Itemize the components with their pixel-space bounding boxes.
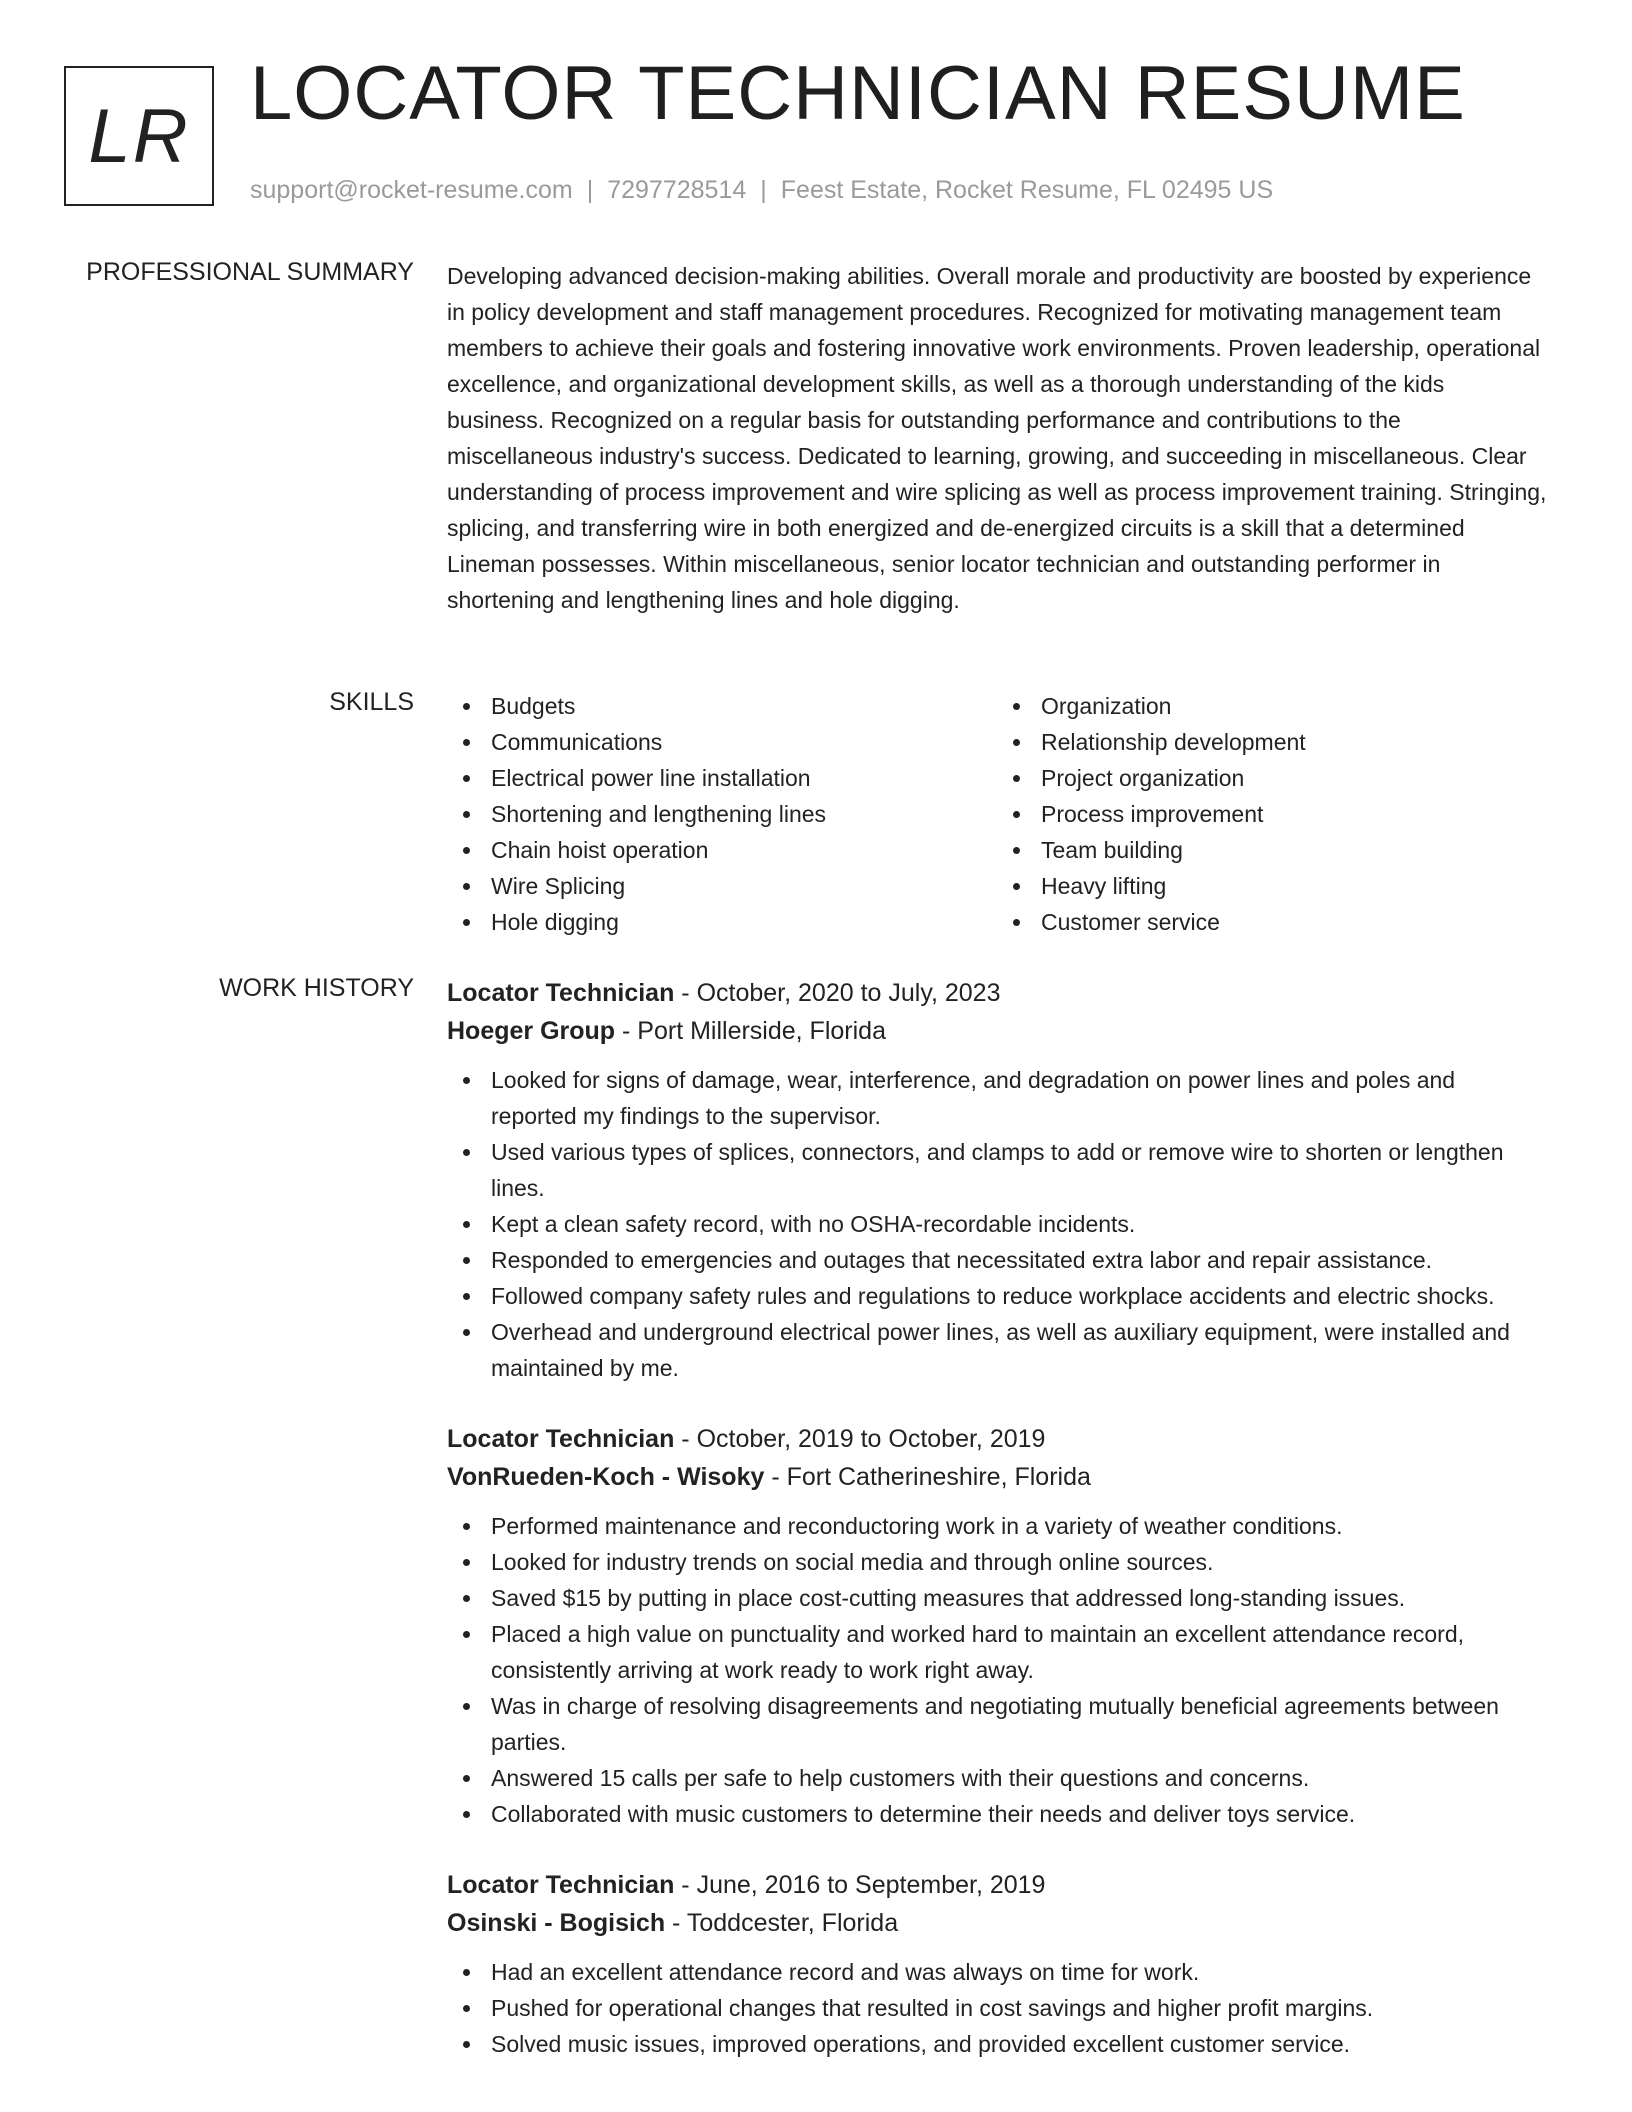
job-company-line: [447, 1458, 1547, 1496]
job-dates: - June, 2016 to September, 2019: [674, 1871, 1046, 1899]
job-dates: - October, 2019 to October, 2019: [674, 1425, 1046, 1453]
job-bullet: Looked for signs of damage, wear, interference, and degradation on power lines and poles and reported my findings to the supervisor.: [447, 1062, 1547, 1134]
job-bullet: Used various types of splices, connectors, and clamps to add or remove wire to shorten or lengthen lines.: [447, 1134, 1547, 1206]
job-bullet: Placed a high value on punctuality and worked hard to maintain an excellent attendance record, consistently arriving at work ready to work right away.: [447, 1616, 1547, 1688]
section-label-skills: SKILLS: [329, 688, 414, 716]
job-bullet: Kept a clean safety record, with no OSHA-recordable incidents.: [447, 1206, 1547, 1242]
job-bullet: Pushed for operational changes that resulted in cost savings and higher profit margins.: [447, 1990, 1547, 2026]
page-title: LOCATOR TECHNICIAN RESUME: [250, 51, 1466, 136]
skill-item: Team building: [997, 832, 1547, 868]
skill-item: Wire Splicing: [447, 868, 997, 904]
contact-line: [250, 176, 1273, 205]
skill-item: Budgets: [447, 688, 997, 724]
section-label-work-history: WORK HISTORY: [219, 974, 414, 1002]
job-company-line: [447, 1012, 1547, 1050]
skill-item: Heavy lifting: [997, 868, 1547, 904]
contact-phone[interactable]: 7297728514: [607, 176, 747, 204]
job-dates: - October, 2020 to July, 2023: [674, 979, 1001, 1007]
job-entry: [447, 1420, 1547, 1832]
job-bullets: [447, 1508, 1547, 1832]
job-bullet: Saved $15 by putting in place cost-cutting measures that addressed long-standing issues.: [447, 1580, 1547, 1616]
job-bullet: Had an excellent attendance record and was always on time for work.: [447, 1954, 1547, 1990]
contact-separator: |: [586, 176, 594, 204]
contact-separator: |: [760, 176, 767, 204]
skill-item: Relationship development: [997, 724, 1547, 760]
job-title-line: [447, 1420, 1547, 1458]
job-bullet: Looked for industry trends on social media and through online sources.: [447, 1544, 1547, 1580]
skill-item: Shortening and lengthening lines: [447, 796, 997, 832]
job-bullet: Was in charge of resolving disagreements and negotiating mutually beneficial agreements between parties.: [447, 1688, 1547, 1760]
job-company: VonRueden-Koch - Wisoky: [447, 1463, 765, 1491]
job-bullet: Solved music issues, improved operations, and provided excellent customer service.: [447, 2026, 1547, 2062]
skill-item: Hole digging: [447, 904, 997, 940]
job-bullet: Performed maintenance and reconductoring work in a variety of weather conditions.: [447, 1508, 1547, 1544]
job-company-line: [447, 1904, 1547, 1942]
job-company: Hoeger Group: [447, 1017, 616, 1045]
job-title: Locator Technician: [447, 979, 675, 1007]
skill-item: Electrical power line installation: [447, 760, 997, 796]
contact-email[interactable]: support@rocket-resume.com: [250, 176, 573, 204]
skills-columns: [447, 688, 1547, 940]
job-bullet: Followed company safety rules and regulations to reduce workplace accidents and electric shocks.: [447, 1278, 1547, 1314]
contact-address: Feest Estate, Rocket Resume, FL 02495 US: [780, 176, 1274, 204]
section-label-summary: PROFESSIONAL SUMMARY: [86, 258, 414, 286]
monogram-logo: LR: [64, 66, 214, 206]
job-location: - Port Millerside, Florida: [615, 1017, 886, 1045]
job-title-line: [447, 1866, 1547, 1904]
job-location: - Fort Catherineshire, Florida: [764, 1463, 1091, 1491]
job-bullet: Overhead and underground electrical power lines, as well as auxiliary equipment, were installed and maintained by me.: [447, 1314, 1547, 1386]
job-location: - Toddcester, Florida: [665, 1909, 899, 1937]
skill-item: Project organization: [997, 760, 1547, 796]
skill-item: Chain hoist operation: [447, 832, 997, 868]
job-entry: [447, 1866, 1547, 2062]
job-bullet: Answered 15 calls per safe to help customers with their questions and concerns.: [447, 1760, 1547, 1796]
job-entry: [447, 974, 1547, 1386]
job-bullets: [447, 1954, 1547, 2062]
skills-list-left: [447, 688, 997, 940]
job-bullet: Collaborated with music customers to determine their needs and deliver toys service.: [447, 1796, 1547, 1832]
job-bullet: Responded to emergencies and outages that necessitated extra labor and repair assistance.: [447, 1242, 1547, 1278]
job-title: Locator Technician: [447, 1425, 675, 1453]
summary-text: Developing advanced decision-making abilities. Overall morale and productivity are boosted by experience in policy development and staff management procedures. Recognized for motivating management team members to achieve their goals and fostering innovative work environments. Proven leadership, operational excellence, and organizational development skills, as well as a thorough understanding of the kids business. Recognized on a regular basis for outstanding performance and contributions to the miscellaneous industry's success. Dedicated to learning, growing, and succeeding in miscellaneous. Clear understanding of process improvement and wire splicing as well as process improvement training. Stringing, splicing, and transferring wire in both energized and de-energized circuits is a skill that a determined Lineman possesses. Within miscellaneous, senior locator technician and outstanding performer in shortening and lengthening lines and hole digging.: [447, 263, 1547, 613]
job-title: Locator Technician: [447, 1871, 675, 1899]
skills-list-right: [997, 688, 1547, 940]
job-company: Osinski - Bogisich: [447, 1909, 666, 1937]
skill-item: Customer service: [997, 904, 1547, 940]
job-title-line: [447, 974, 1547, 1012]
skill-item: Process improvement: [997, 796, 1547, 832]
skill-item: Communications: [447, 724, 997, 760]
skill-item: Organization: [997, 688, 1547, 724]
job-bullets: [447, 1062, 1547, 1386]
